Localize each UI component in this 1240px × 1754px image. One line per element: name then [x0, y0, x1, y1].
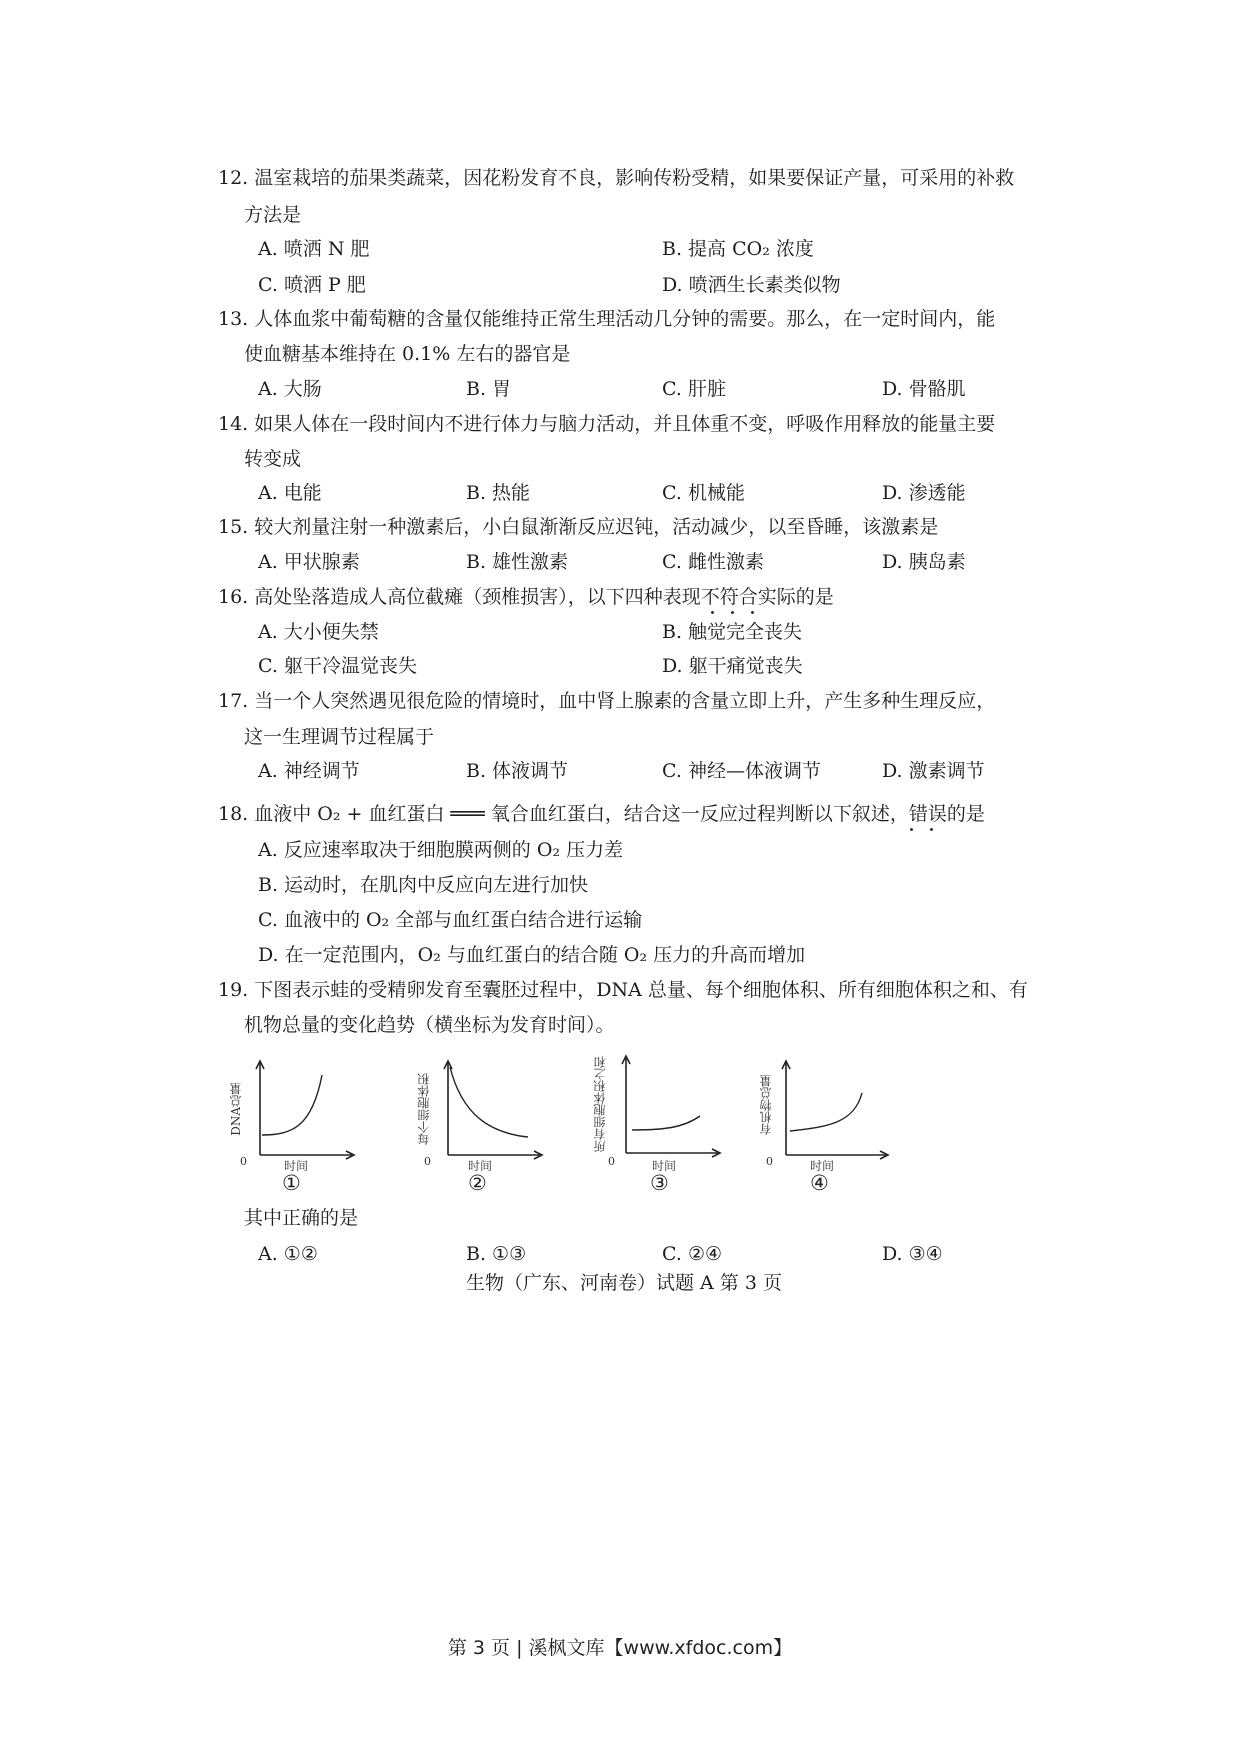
- graph-4-number: ④: [810, 1171, 829, 1195]
- graph-4-xlabel: 时间: [810, 1159, 835, 1173]
- q19-option-c: C. ②④: [662, 1243, 723, 1265]
- graph-3-number: ③: [650, 1171, 669, 1195]
- emphasis-dot: [711, 611, 714, 614]
- q14-option-b: B. 热能: [466, 482, 531, 504]
- q18-option-d: D. 在一定范围内，O₂ 与血红蛋白的结合随 O₂ 压力的升高而增加: [258, 944, 806, 966]
- q17-stem-line1: 17. 当一个人突然遇见很危险的情境时，血中肾上腺素的含量立即上升，产生多种生理反应，: [218, 690, 996, 712]
- graph-2-ylabel: 每个细胞体积: [417, 1073, 431, 1145]
- graph-2-xlabel: 时间: [468, 1159, 493, 1173]
- q12-option-a: A. 喷洒 N 肥: [258, 238, 370, 260]
- q16-option-d: D. 躯干痛觉丧失: [662, 655, 803, 677]
- graph-1-curve: [262, 1075, 322, 1135]
- q14-stem-line2: 转变成: [244, 448, 302, 470]
- q18-option-c: C. 血液中的 O₂ 全部与血红蛋白结合进行运输: [258, 909, 643, 931]
- q12-stem-line1: 12. 温室栽培的茄果类蔬菜，因花粉发育不良，影响传粉受精，如果要保证产量，可采用的补救: [218, 167, 1015, 189]
- q15-option-b: B. 雄性激素: [466, 551, 569, 573]
- q15-stem-line1: 15. 较大剂量注射一种激素后，小白鼠渐渐反应迟钝，活动减少，以至昏睡，该激素是: [218, 516, 939, 538]
- q19-stem-line2: 机物总量的变化趋势（横坐标为发育时间）。: [244, 1014, 615, 1036]
- q18-option-b: B. 运动时，在肌肉中反应向左进行加快: [258, 874, 589, 896]
- q19-question: 其中正确的是: [244, 1207, 359, 1229]
- q16-stem-line1: 16. 高处坠落造成人高位截瘫（颈椎损害），以下四种表现不符合实际的是: [218, 586, 834, 608]
- q17-option-c: C. 神经—体液调节: [662, 760, 821, 782]
- graph-cell-volume: [410, 1055, 560, 1225]
- q17-option-b: B. 体液调节: [466, 760, 569, 782]
- q19-option-a: A. ①②: [258, 1243, 318, 1265]
- q18-option-a: A. 反应速率取决于细胞膜两侧的 O₂ 压力差: [258, 839, 624, 861]
- q13-option-a: A. 大肠: [258, 378, 322, 400]
- graph-2-number: ②: [468, 1171, 487, 1195]
- q19-stem-line1: 19. 下图表示蛙的受精卵发育至囊胚过程中，DNA 总量、每个细胞体积、所有细胞体积之和、有: [218, 979, 1028, 1001]
- q13-option-d: D. 骨骼肌: [882, 378, 966, 400]
- q16-option-b: B. 触觉完全丧失: [662, 621, 803, 643]
- emphasis-dot: [910, 828, 913, 831]
- graph-4-ylabel: 有机物总量: [759, 1075, 773, 1135]
- graph-organic-matter: [758, 1055, 908, 1225]
- q19-option-b: B. ①③: [466, 1243, 527, 1265]
- graph-2-curve: [450, 1067, 528, 1137]
- q14-stem-line1: 14. 如果人体在一段时间内不进行体力与脑力活动，并且体重不变，呼吸作用释放的能量主要: [218, 413, 996, 435]
- graph-4-origin: 0: [766, 1155, 773, 1168]
- q17-stem-line2: 这一生理调节过程属于: [244, 726, 435, 748]
- page-caption: 生物（广东、河南卷）试题 A 第 3 页: [466, 1272, 782, 1294]
- q17-option-a: A. 神经调节: [258, 760, 360, 782]
- emphasis-dot: [751, 611, 754, 614]
- graph-1-ylabel: DNA总量: [229, 1083, 243, 1136]
- q13-stem-line1: 13. 人体血浆中葡萄糖的含量仅能维持正常生理活动几分钟的需要。那么，在一定时间内，能: [218, 308, 996, 330]
- q16-option-c: C. 躯干冷温觉丧失: [258, 655, 417, 677]
- q14-option-c: C. 机械能: [662, 482, 745, 504]
- graph-dna-total: [222, 1055, 372, 1225]
- q14-option-d: D. 渗透能: [882, 482, 966, 504]
- q12-option-c: C. 喷洒 P 肥: [258, 274, 366, 296]
- q12-option-d: D. 喷洒生长素类似物: [662, 274, 841, 296]
- q13-option-b: B. 胃: [466, 378, 512, 400]
- q15-option-c: C. 雌性激素: [662, 551, 764, 573]
- graph-2-origin: 0: [424, 1155, 431, 1168]
- graph-1-number: ①: [282, 1171, 301, 1195]
- graph-total-cell-volume: [588, 1050, 738, 1220]
- q13-stem-line2: 使血糖基本维持在 0.1% 左右的器官是: [244, 343, 571, 365]
- q19-option-d: D. ③④: [882, 1243, 943, 1265]
- q13-option-c: C. 肝脏: [662, 378, 726, 400]
- q15-option-a: A. 甲状腺素: [258, 551, 360, 573]
- q16-option-a: A. 大小便失禁: [258, 621, 379, 643]
- graph-1-xlabel: 时间: [284, 1159, 309, 1173]
- emphasis-dot: [731, 611, 734, 614]
- graph-1-origin: 0: [240, 1155, 247, 1168]
- graph-4-curve: [790, 1093, 862, 1131]
- q18-stem-line1: 18. 血液中 O₂ + 血红蛋白 ═══ 氧合血红蛋白，结合这一反应过程判断以下叙述，错误的是: [218, 803, 985, 825]
- q12-option-b: B. 提高 CO₂ 浓度: [662, 238, 814, 260]
- q15-option-d: D. 胰岛素: [882, 551, 966, 573]
- emphasis-dot: [930, 828, 933, 831]
- page-footer: 第 3 页 | 溪枫文库【www.xfdoc.com】: [447, 1637, 793, 1659]
- graph-3-curve: [632, 1116, 700, 1130]
- graph-3-ylabel: 所有细胞体积之和: [593, 1056, 607, 1152]
- graph-3-origin: 0: [608, 1155, 615, 1168]
- graph-3-xlabel: 时间: [652, 1159, 677, 1173]
- q14-option-a: A. 电能: [258, 482, 322, 504]
- q17-option-d: D. 激素调节: [882, 760, 985, 782]
- q12-stem-line2: 方法是: [244, 204, 302, 226]
